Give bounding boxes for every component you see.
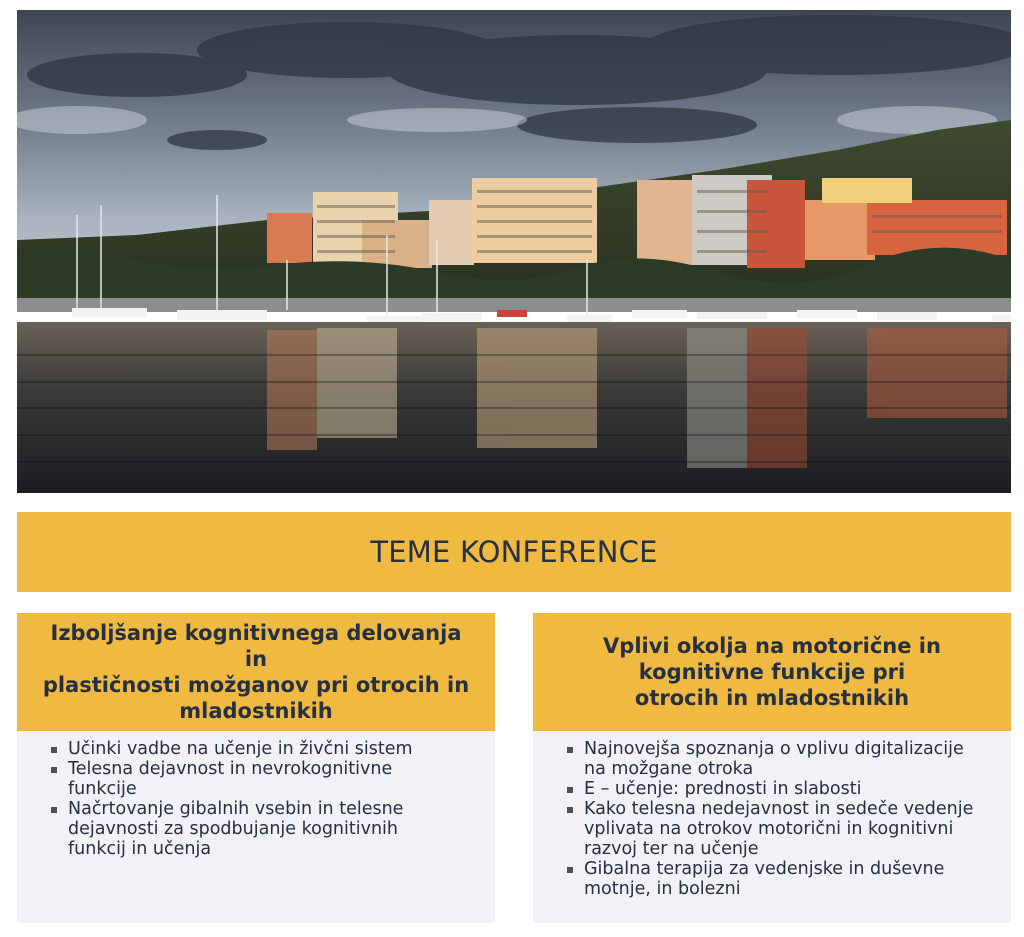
topic-card-header (533, 613, 1011, 731)
topic-card-header (17, 613, 495, 731)
topics-banner (17, 512, 1011, 592)
list-item: Načrtovanje gibalnih vsebin in telesne dejavnosti za spodbujanje kognitivnih funkcij in učenja (68, 799, 485, 859)
topic-card-environment (533, 613, 1011, 923)
list-item: Učinki vadbe na učenje in živčni sistem (68, 739, 485, 759)
list-item: E – učenje: prednosti in slabosti (584, 779, 1001, 799)
list-item: Kako telesna nedejavnost in sedeče vedenje vplivata na otrokov motorični in kognitivni razvoj ter na učenje (584, 799, 1001, 859)
list-item: Najnovejša spoznanja o vplivu digitalizacije na možgane otroka (584, 739, 1001, 779)
topic-list (533, 731, 1011, 899)
list-item: Gibalna terapija za vedenjske in duševne motnje, in bolezni (584, 859, 1001, 899)
hero-harbor-photo (17, 10, 1011, 493)
topic-card-cognitive (17, 613, 495, 923)
topic-card-title: Vplivi okolja na motorične in kognitivne funkcije pri otrocih in mladostnikih (603, 634, 941, 710)
list-item: Telesna dejavnost in nevrokognitivne funkcije (68, 759, 485, 799)
topic-card-title: Izboljšanje kognitivnega delovanja in plastičnosti možganov pri otrocih in mladostnikih (42, 621, 470, 723)
banner-title: TEME KONFERENCE (370, 535, 658, 569)
topic-list (17, 731, 495, 859)
